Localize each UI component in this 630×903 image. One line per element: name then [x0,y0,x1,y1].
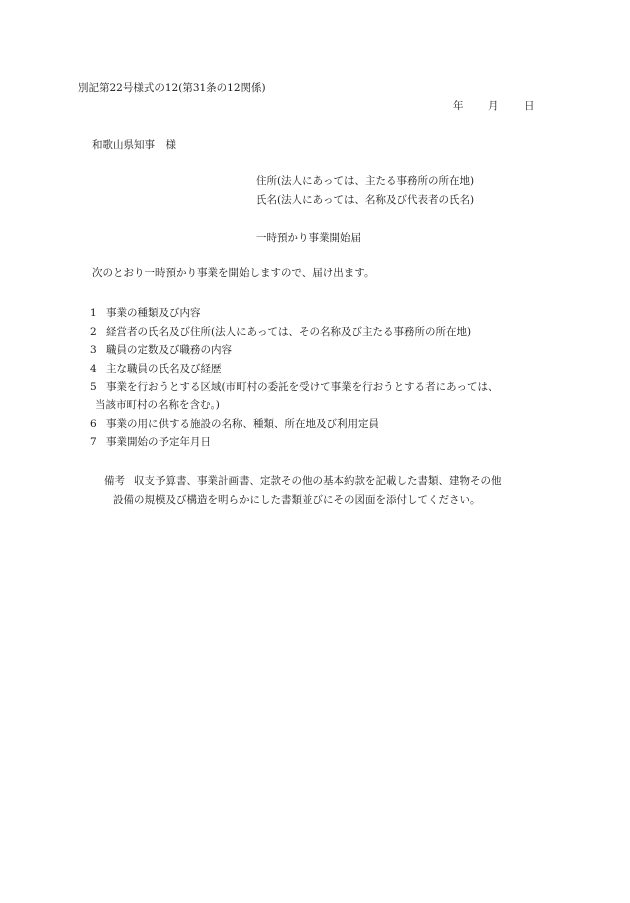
remarks-line-2: 設備の規模及び構造を明らかにした書類並びにその図面を添付してください。 [113,494,481,506]
form-identifier: 別記第22号様式の12(第31条の12関係) [78,82,266,94]
date-day-label: 日 [524,100,535,112]
item-number: 6 [90,418,97,430]
item-number: 7 [90,436,97,448]
intro-text: 次のとおり一時預かり事業を開始しますので、届け出ます。 [92,267,375,279]
item-number: 4 [90,363,97,375]
item-text: 経営者の氏名及び住所(法人にあっては、その名称及び主たる事務所の所在地) [106,326,472,338]
applicant-name-label: 氏名(法人にあっては、名称及び代表者の氏名) [256,194,475,206]
item-number: 1 [90,307,97,319]
remarks [104,474,502,488]
item-number: 3 [90,344,97,356]
remarks-label: 備考 [104,475,125,487]
applicant-address-label: 住所(法人にあっては、主たる事務所の所在地) [256,175,475,187]
item-text: 職員の定数及び職務の内容 [106,344,232,356]
date-line [453,99,535,113]
item-number: 5 [90,381,97,393]
item-text: 主な職員の氏名及び経歴 [106,363,222,375]
item-text: 事業の用に供する施設の名称、種類、所在地及び利用定員 [106,418,379,430]
item-number: 2 [90,326,97,338]
addressee: 和歌山県知事 様 [92,139,176,151]
document-title: 一時預かり事業開始届 [256,232,361,244]
remarks-line-1: 収支予算書、事業計画書、定款その他の基本約款を記載した書類、建物その他 [134,475,502,487]
item-text: 事業開始の予定年月日 [106,436,211,448]
date-year-label: 年 [453,100,464,112]
item-text: 事業の種類及び内容 [106,307,201,319]
item-text-continuation: 当該市町村の名称を含む。) [95,399,220,411]
item-text: 事業を行おうとする区域(市町村の委託を受けて事業を行おうとする者にあっては、 [106,381,499,393]
date-month-label: 月 [488,100,499,112]
